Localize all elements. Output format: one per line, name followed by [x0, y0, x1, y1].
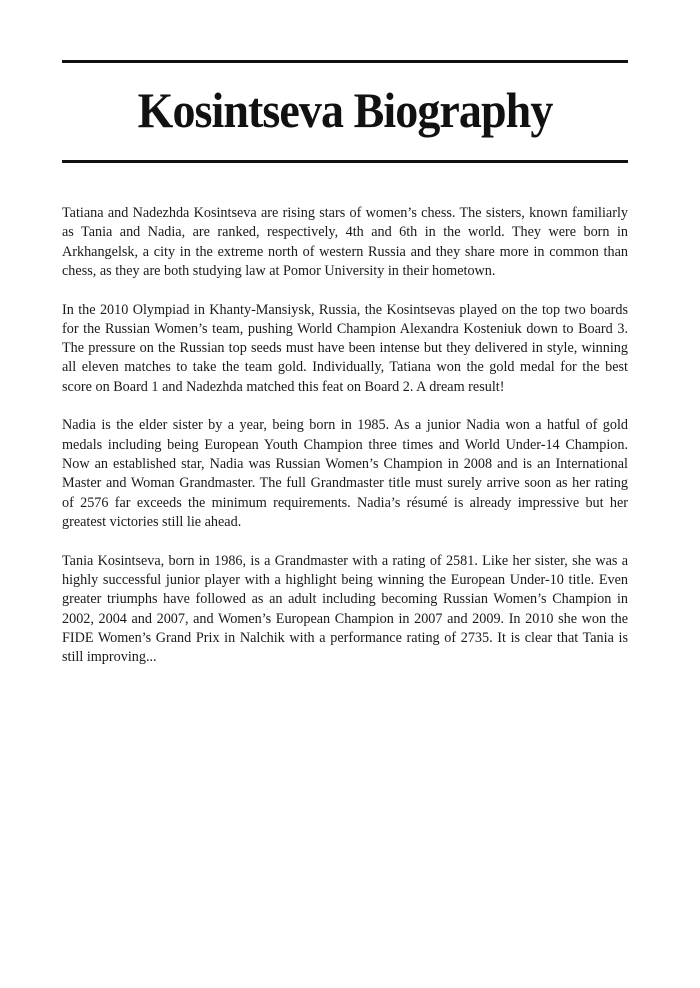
paragraph-intro: Tatiana and Nadezhda Kosintseva are rising stars of women’s chess. The sisters, known familiarly as Tania and Nadia, are ranked, respectively, 4th and 6th in the world. They were born in Arkhangelsk, a city in the extreme north of western Russia and they share more in common than chess, as they are both studying law at Pomor University in their hometown.	[62, 205, 628, 279]
page-title: Kosintseva Biography	[137, 82, 553, 138]
paragraph-olympiad: In the 2010 Olympiad in Khanty-Mansiysk, Russia, the Kosintsevas played on the top two boards for the Russian Women’s team, pushing World Champion Alexandra Kosteniuk down to Board 3. The pressure on the Russian top seeds must have been intense but they delivered in style, winning all eleven matches to take the team gold. Individually, Tatiana won the gold medal for the best score on Board 1 and Nadezhda matched this feat on Board 2. A dream result!	[62, 301, 628, 395]
paragraph-tania: Tania Kosintseva, born in 1986, is a Grandmaster with a rating of 2581. Like her sister, she was a highly successful junior player with a highlight being winning the European Under-10 title. Even greater triumphs have followed as an adult including becoming Russian Women’s Champion in 2002, 2004 and 2007, and Women’s European Champion in 2007 and 2009. In 2010 she won the FIDE Women’s Grand Prix in Nalchik with a performance rating of 2735. It is clear that Tania is still improving...	[62, 552, 628, 666]
top-rule	[62, 60, 628, 63]
paragraph-nadia: Nadia is the elder sister by a year, being born in 1985. As a junior Nadia won a hatful of gold medals including being European Youth Champion three times and World Under-14 Champion. Now an established star, Nadia was Russian Women’s Champion in 2008 and is an International Master and Woman Grandmaster. The full Grandmaster title must surely arrive soon as her rating of 2576 far exceeds the minimum requirements. Nadia’s résumé is already impressive but her greatest victories still lie ahead.	[62, 417, 628, 530]
biography-body	[62, 204, 628, 687]
bottom-rule	[62, 160, 628, 163]
